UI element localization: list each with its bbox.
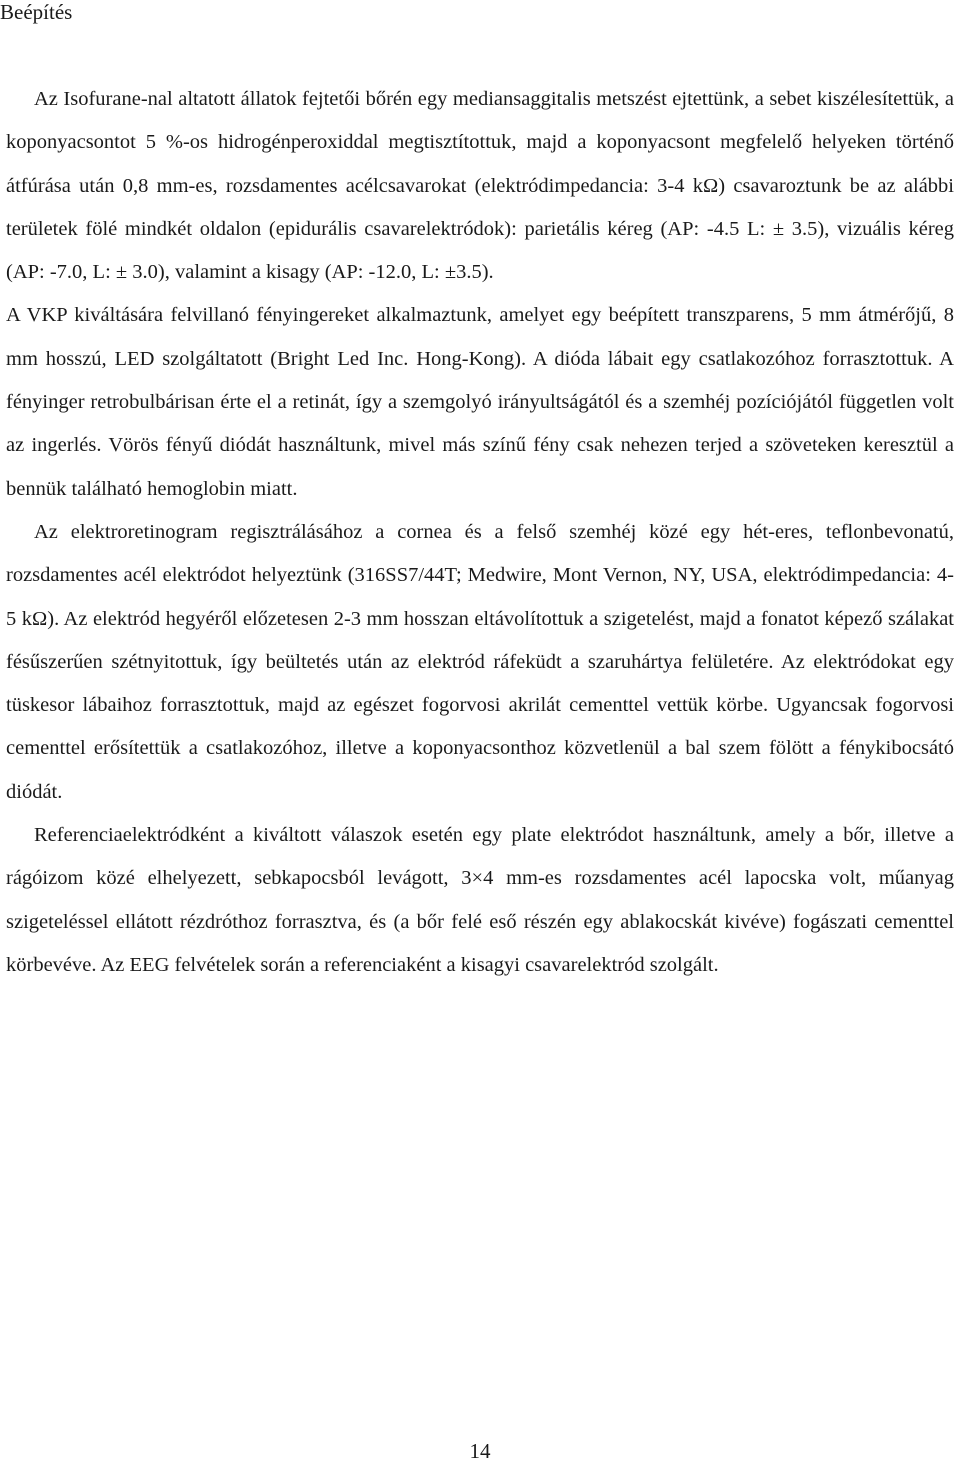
body-text <box>6 78 954 987</box>
paragraph-reference-electrode: Referenciaelektródként a kiváltott válaszok esetén egy plate elektródot használtunk, amely a bőr, illetve a rágóizom közé elhelyezett, sebkapocsból levágott, 3×4 mm-es rozsdamentes acél lapocska volt, műanyag szigeteléssel ellátott rézdróthoz forrasztva, és (a bőr felé eső részén egy ablakocskát kivéve) fogászati cementtel körbevéve. Az EEG felvételek során a referenciaként a kisagyi csavarelektród szolgált. <box>6 824 954 976</box>
paragraph-implantation-screws: Az Isofurane-nal altatott állatok fejtetői bőrén egy mediansaggitalis metszést ejtettünk, a sebet kiszélesítettük, a koponyacsontot 5 %-os hidrogénperoxiddal megtisztítottuk, majd a koponyacsont megfelelő helyeken történő átfúrása után 0,8 mm-es, rozsdamentes acélcsavarokat (elektródimpedancia: 3-4 kΩ) csavaroztunk be az alábbi területek fölé mindkét oldalon (epidurális csavarelektródok): parietális kéreg (AP: -4.5 L: ± 3.5), vizuális kéreg (AP: -7.0, L: ± 3.0), valamint a kisagy (AP: -12.0, L: ±3.5). <box>6 88 954 284</box>
paragraph-erg-electrode: Az elektroretinogram regisztrálásához a cornea és a felső szemhéj közé egy hét-eres, teflonbevonatú, rozsdamentes acél elektródot helyeztünk (316SS7/44T; Medwire, Mont Vernon, NY, USA, elektródimpedancia: 4-5 kΩ). Az elektród hegyéről előzetesen 2-3 mm hosszan eltávolítottuk a szigetelést, majd a fonatot képező szálakat fésűszerűen szétnyitottuk, így beültetés után az elektród ráfeküdt a szaruhártya felületére. Az elektródokat egy tüskesor lábaihoz forrasztottuk, majd az egészet fogorvosi akrilát cementtel vettük körbe. Ugyancsak fogorvosi cementtel erősítettük a csatlakozóhoz, illetve a koponyacsonthoz közvetlenül a bal szem fölött a fénykibocsátó diódát. <box>6 520 954 803</box>
page-number: 14 <box>469 1439 491 1463</box>
paragraph-led-stimulus: A VKP kiváltására felvillanó fényingereket alkalmaztunk, amelyet egy beépített transzparens, 5 mm átmérőjű, 8 mm hosszú, LED szolgáltatott (Bright Led Inc. Hong-Kong). A dióda lábait egy csatlakozóhoz forrasztottuk. A fényinger retrobulbárisan érte el a retinát, így a szemgolyó irányultságától és a szemhéj pozíciójától független volt az ingerlés. Vörös fényű diódát használtunk, mivel más színű fény csak nehezen terjed a szöveteken keresztül a bennük található hemoglobin miatt. <box>6 304 954 500</box>
section-heading: Beépítés <box>0 0 73 24</box>
